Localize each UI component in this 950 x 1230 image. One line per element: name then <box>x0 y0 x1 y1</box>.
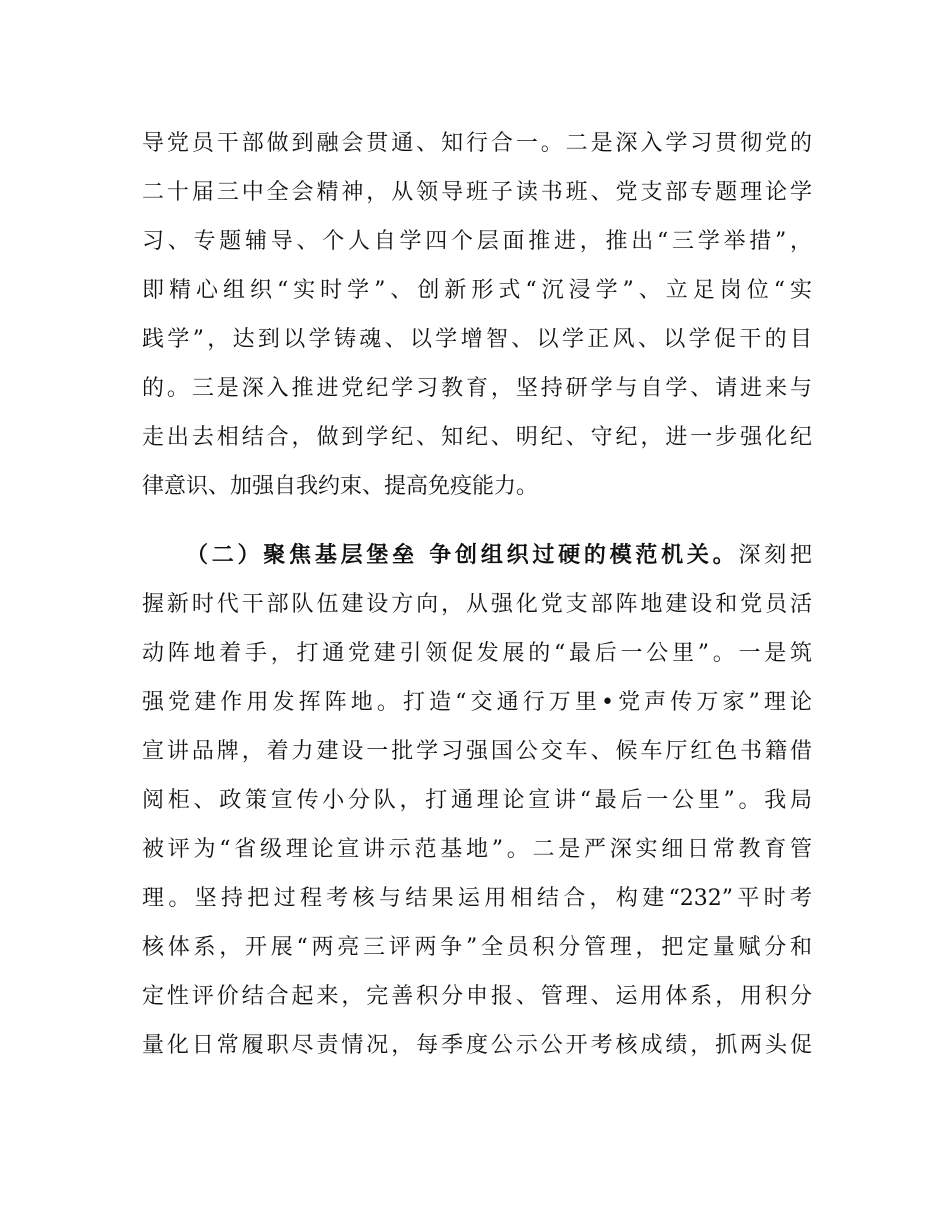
paragraph-1-line-3: 习、专题辅导、个人自学四个层面推进，推出“三学举措”， <box>142 229 812 254</box>
paragraph-2-line-11: 量化日常履职尽责情况，每季度公示公开考核成绩，抓两头促 <box>142 1033 812 1058</box>
paragraph-2-line-3: 动阵地着手，打通党建引领促发展的“最后一公里”。一是筑 <box>142 641 812 666</box>
paragraph-1-line-5: 践学”，达到以学铸魂、以学增智、以学正风、以学促干的目 <box>142 327 812 352</box>
section-heading: （二）聚焦基层堡垒 争创组织过硬的模范机关。 <box>186 543 739 568</box>
paragraph-2-line-8: 理。坚持把过程考核与结果运用相结合，构建“232”平时考 <box>142 886 812 911</box>
paragraph-2-line-2: 握新时代干部队伍建设方向，从强化党支部阵地建设和党员活 <box>142 592 812 617</box>
paragraph-1-line-7: 走出去相结合，做到学纪、知纪、明纪、守纪，进一步强化纪 <box>142 425 812 450</box>
paragraph-2-line-6: 阅柜、政策宣传小分队，打通理论宣讲“最后一公里”。我局 <box>142 788 812 813</box>
paragraph-2-line-10: 定性评价结合起来，完善积分申报、管理、运用体系，用积分 <box>142 984 812 1009</box>
paragraph-2-first-line-rest: 深刻把 <box>738 543 812 568</box>
paragraph-2-line-7: 被评为“省级理论宣讲示范基地”。二是严深实细日常教育管 <box>142 837 812 862</box>
paragraph-1-line-1: 导党员干部做到融会贯通、知行合一。二是深入学习贯彻党的 <box>142 131 812 156</box>
paragraph-2-line-9: 核体系，开展“两亮三评两争”全员积分管理，把定量赋分和 <box>142 935 812 960</box>
paragraph-1-line-4: 即精心组织“实时学”、创新形式“沉浸学”、立足岗位“实 <box>142 278 812 303</box>
paragraph-2-line-4: 强党建作用发挥阵地。打造“交通行万里•党声传万家”理论 <box>142 690 812 715</box>
paragraph-1-line-2: 二十届三中全会精神，从领导班子读书班、党支部专题理论学 <box>142 180 812 205</box>
paragraph-2-line-5: 宣讲品牌，着力建设一批学习强国公交车、候车厅红色书籍借 <box>142 739 812 764</box>
paragraph-2-first-line <box>142 539 812 573</box>
paragraph-1-line-6: 的。三是深入推进党纪学习教育，坚持研学与自学、请进来与 <box>142 376 812 401</box>
paragraph-1-line-8: 律意识、加强自我约束、提高免疫能力。 <box>142 474 539 499</box>
